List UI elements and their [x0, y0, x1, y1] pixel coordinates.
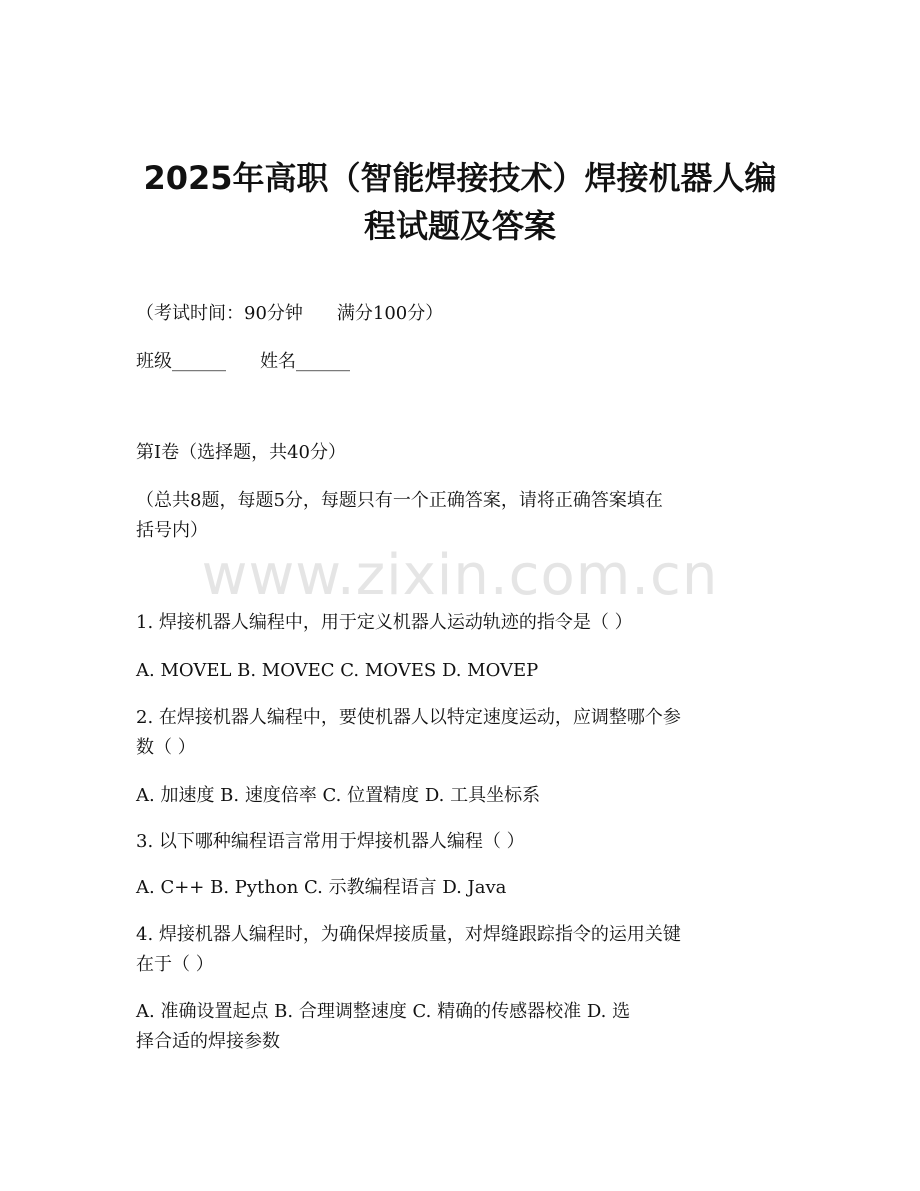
question-4-stem-line1: 4. 焊接机器人编程时，为确保焊接质量，对焊缝跟踪指令的运用关键 — [136, 924, 681, 945]
question-3-options: A. C++ B. Python C. 示教编程语言 D. Java — [136, 877, 507, 898]
question-2-stem-line2: 数（ ） — [136, 737, 196, 758]
section-title: 第I卷（选择题，共40分） — [136, 442, 347, 463]
section-note-line1: （总共8题，每题5分，每题只有一个正确答案，请将正确答案填在 — [136, 490, 663, 511]
question-4-stem-line2: 在于（ ） — [136, 954, 214, 975]
question-2-stem-line1: 2. 在焊接机器人编程中，要使机器人以特定速度运动，应调整哪个参 — [136, 707, 681, 728]
exam-time: （考试时间：90分钟 — [136, 303, 303, 324]
section-note-line2: 括号内） — [136, 520, 208, 541]
class-field: 班级______ — [136, 351, 226, 372]
question-4-options-line1: A. 准确设置起点 B. 合理调整速度 C. 精确的传感器校准 D. 选 — [136, 1001, 631, 1022]
document-title-line1: 2025年高职（智能焊接技术）焊接机器人编 — [143, 159, 777, 197]
student-fields — [136, 350, 796, 374]
exam-info — [136, 302, 796, 326]
question-4-options-line2: 择合适的焊接参数 — [136, 1031, 280, 1052]
watermark: www.zixin.com.cn — [201, 543, 719, 608]
document-title-line2: 程试题及答案 — [363, 207, 556, 245]
name-field: 姓名______ — [260, 351, 350, 372]
full-score: 满分100分） — [336, 303, 444, 324]
question-1-stem: 1. 焊接机器人编程中，用于定义机器人运动轨迹的指令是（ ） — [136, 612, 633, 633]
question-2-options: A. 加速度 B. 速度倍率 C. 位置精度 D. 工具坐标系 — [136, 785, 541, 806]
question-3-stem: 3. 以下哪种编程语言常用于焊接机器人编程（ ） — [136, 831, 525, 852]
question-1-options: A. MOVEL B. MOVEC C. MOVES D. MOVEP — [136, 660, 539, 681]
